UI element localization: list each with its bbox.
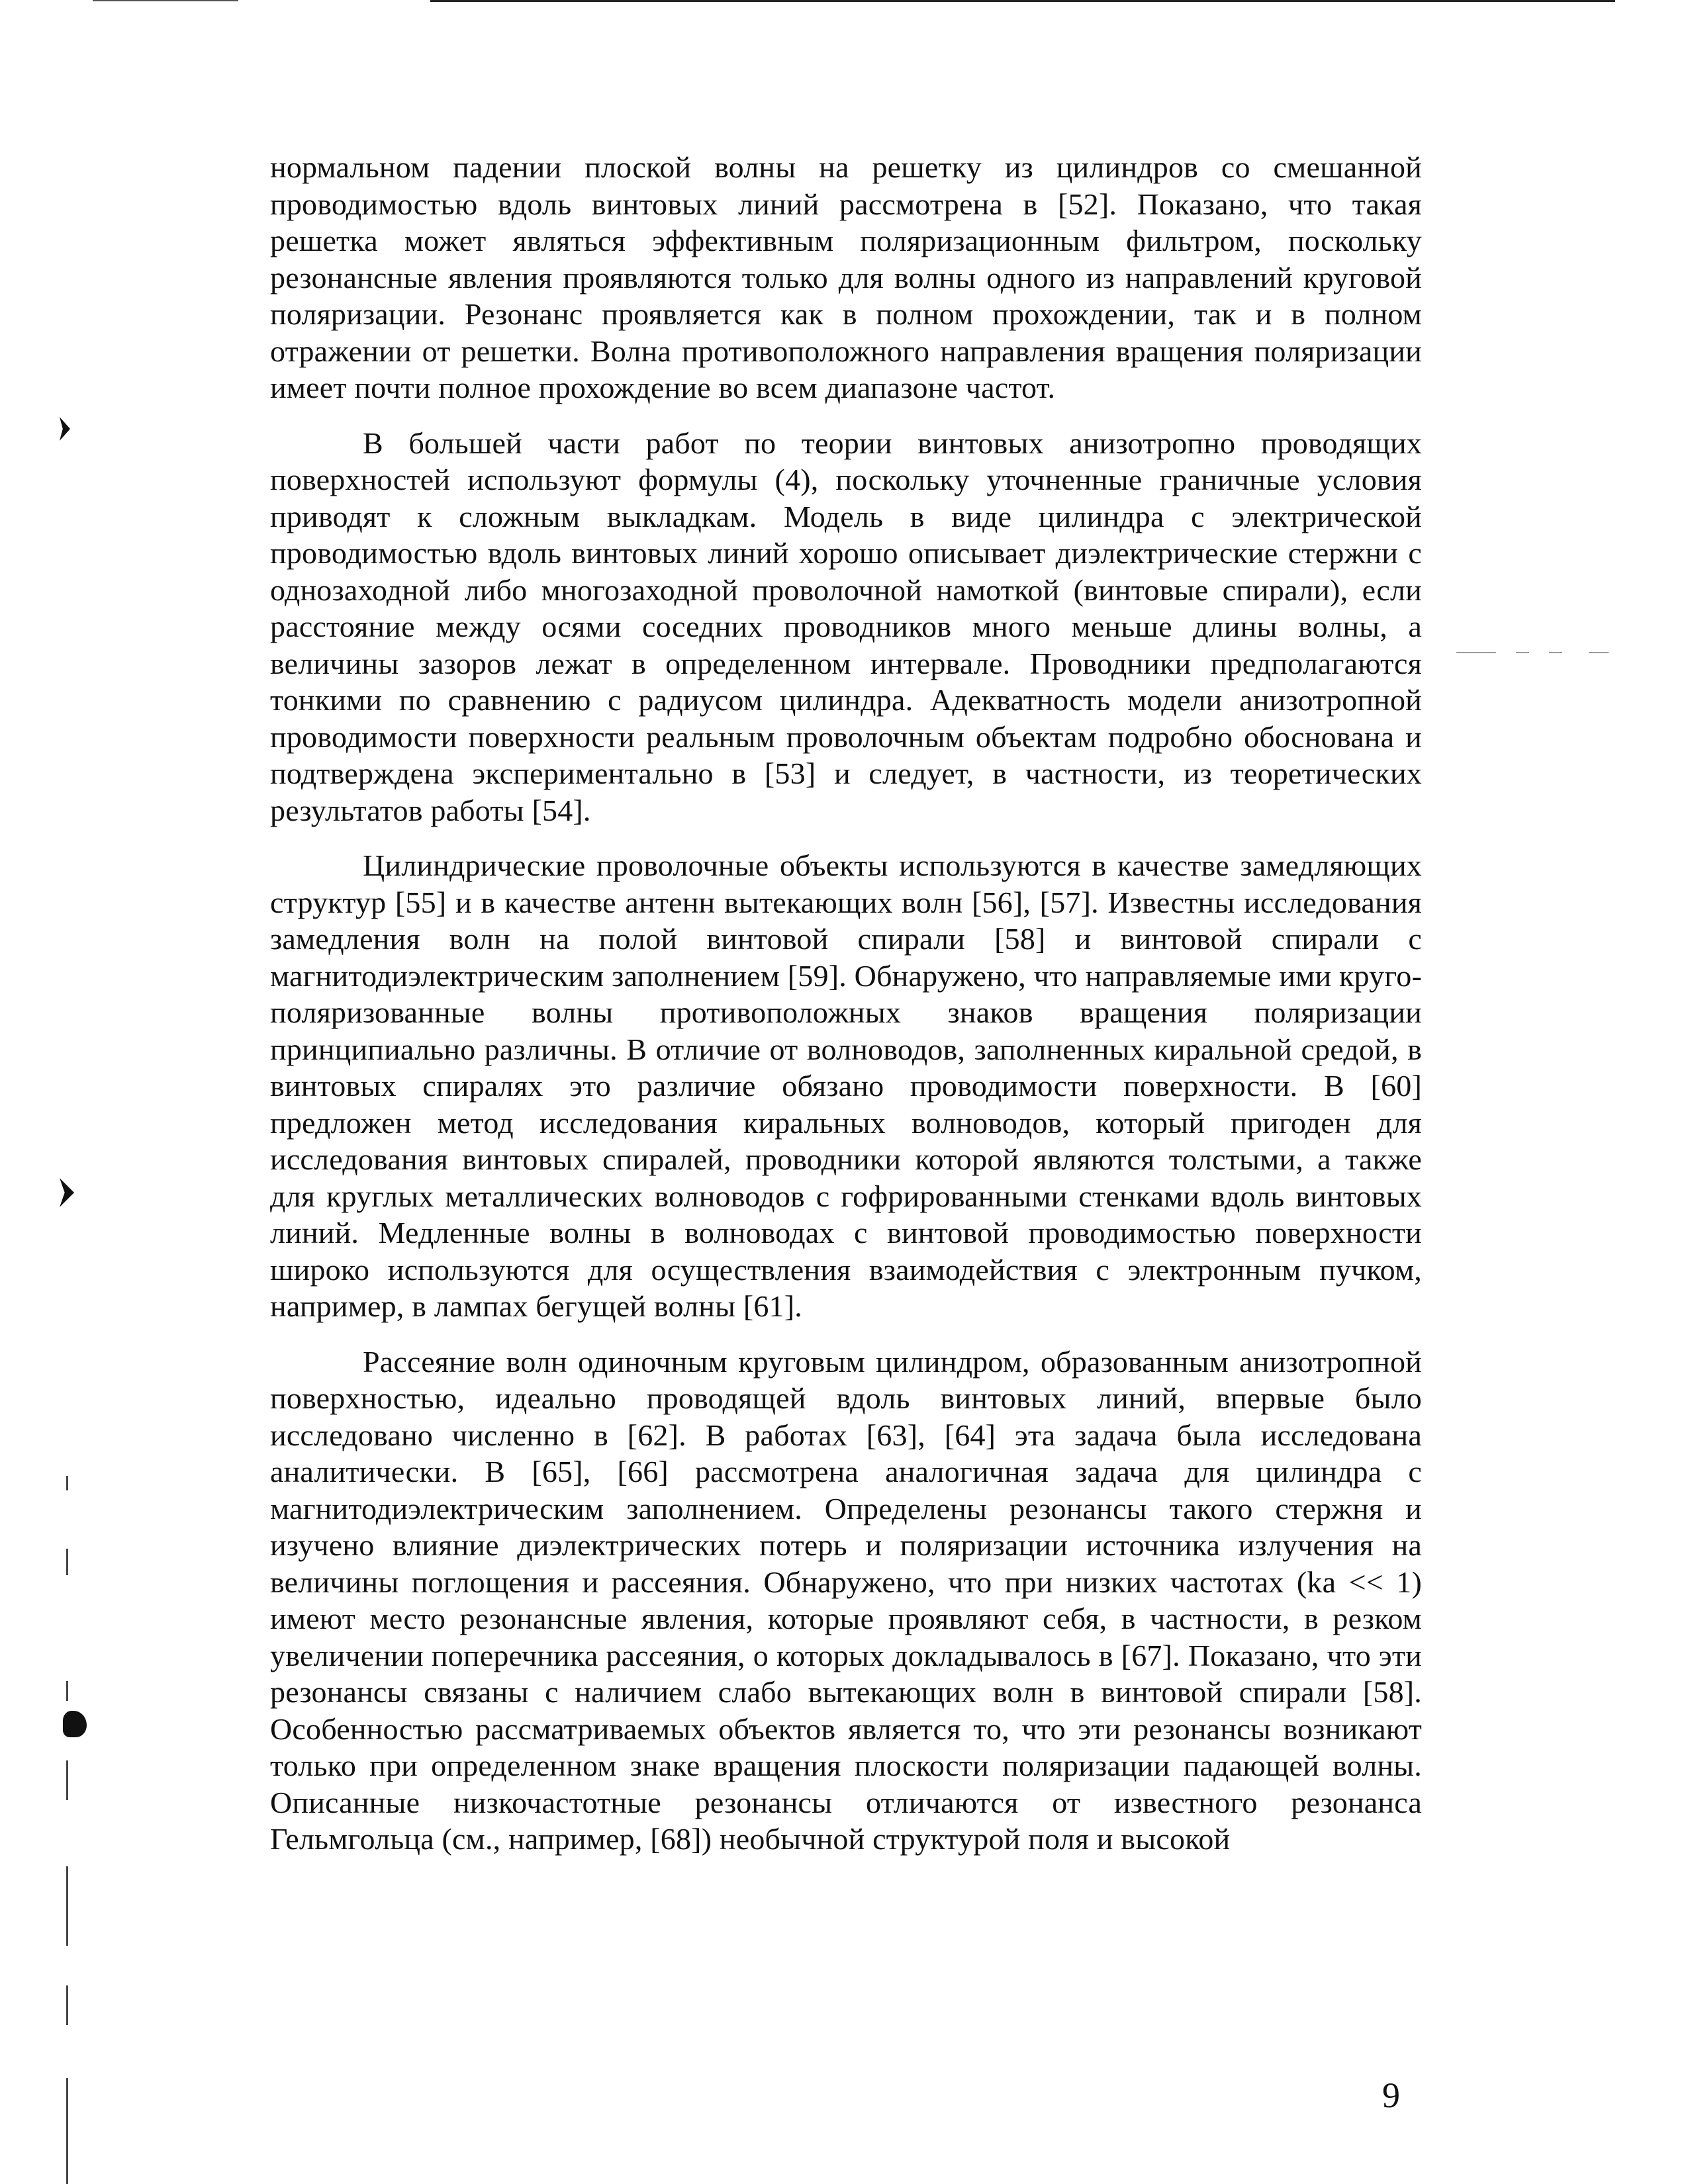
- paragraph-3: Цилиндрические проволочные объекты используются в качестве замедляющих структур [55] и в качестве антенн вытекающих волн [56], [57]. Известны исследования замедления волн на полой винтовой спирали [58] и винтовой спирали с магнитодиэлектрическим заполнением [59]. Обнаружено, что направляемые ими круго-поляризованные волны противоположных знаков вращения поляризации принципиально различны. В отличие от волноводов, заполненных киральной средой, в винтовых спиралях это различие обязано проводимости поверхности. В [60] предложен метод исследования киральных волноводов, который пригоден для исследования винтовых спиралей, проводники которой являются толстыми, а также для круглых металлических волноводов с гофрированными стенками вдоль винтовых линий. Медленные волны в волноводах с винтовой проводимостью поверхности широко используются для осуществления взаимодействия с электронным пучком, например, в лампах бегущей волны [61].: [270, 848, 1422, 1323]
- scan-edge-tick: [66, 2078, 68, 2184]
- scan-edge-line-short: [93, 0, 238, 1]
- scan-edge-tick: [66, 1476, 68, 1490]
- scan-dash-mark: [1549, 652, 1562, 653]
- scan-edge-tick: [66, 1985, 68, 2025]
- scan-dash-mark: [1456, 652, 1496, 653]
- paragraph-4: Рассеяние волн одиночным круговым цилиндром, образованным анизотропной поверхностью, идеально проводящей вдоль винтовых линий, впервые было исследовано численно в [62]. В работах [63], [64] эта задача была исследована аналитически. В [65], [66] рассмотрена аналогичная задача для цилиндра с магнитодиэлектрическим заполнением. Определены резонансы такого стержня и изучено влияние диэлектрических потерь и поляризации источника излучения на величины поглощения и рассеяния. Обнаружено, что при низких частотах (ka << 1) имеют место резонансные явления, которые проявляют себя, в частности, в резком увеличении поперечника рассеяния, о которых докладывалось в [67]. Показано, что эти резонансы связаны с наличием слабо вытекающих волн в винтовой спирали [58]. Особенностью рассматриваемых объектов является то, что эти резонансы возникают только при определенном знаке вращения плоскости поляризации падающей волны. Описанные низкочастотные резонансы отличаются от известного резонанса Гельмгольца (см., например, [68]) необычной структурой поля и высокой: [270, 1344, 1422, 1856]
- paragraph-2: В большей части работ по теории винтовых анизотропно проводящих поверхностей используют формулы (4), поскольку уточненные граничные условия приводят к сложным выкладкам. Модель в виде цилиндра с электрической проводимостью вдоль винтовых линий хорошо описывает диэлектрические стержни с однозаходной либо многозаходной проволочной намоткой (винтовые спирали), если расстояние между осями соседних проводников много меньше длины волны, а величины зазоров лежат в определенном интервале. Проводники предполагаются тонкими по сравнению с радиусом цилиндра. Адекватность модели анизотропной проводимости поверхности реальным проволочным объектам подробно обоснована и подтверждена экспериментально в [53] и следует, в частности, из теоретических результатов работы [54].: [270, 426, 1422, 827]
- page-number: 9: [1382, 2075, 1400, 2115]
- scan-edge-tick: [66, 1866, 68, 1946]
- paragraph-1: нормальном падении плоской волны на решетку из цилиндров со смешанной проводимостью вдоль винтовых линий рассмотрена в [52]. Показано, что такая решетка может являться эффективным поляризационным фильтром, поскольку резонансные явления проявляются только для волны одного из направлений круговой поляризации. Резонанс проявляется как в полном прохождении, так и в полном отражении от решетки. Волна противоположного направления вращения поляризации имеет почти полное прохождение во всем диапазоне частот.: [270, 150, 1422, 404]
- scan-artifact-mark: [63, 1711, 87, 1737]
- scan-edge-tick: [66, 1760, 68, 1800]
- document-body: [270, 149, 1422, 1876]
- scan-dash-mark: [1516, 652, 1529, 653]
- scan-artifact-mark: [60, 1178, 74, 1207]
- scan-edge-tick: [66, 1681, 68, 1701]
- scan-edge-tick: [66, 1549, 68, 1575]
- scan-edge-line: [430, 0, 1615, 2]
- scan-dash-mark: [1589, 652, 1609, 653]
- scan-artifact-mark: [60, 417, 70, 441]
